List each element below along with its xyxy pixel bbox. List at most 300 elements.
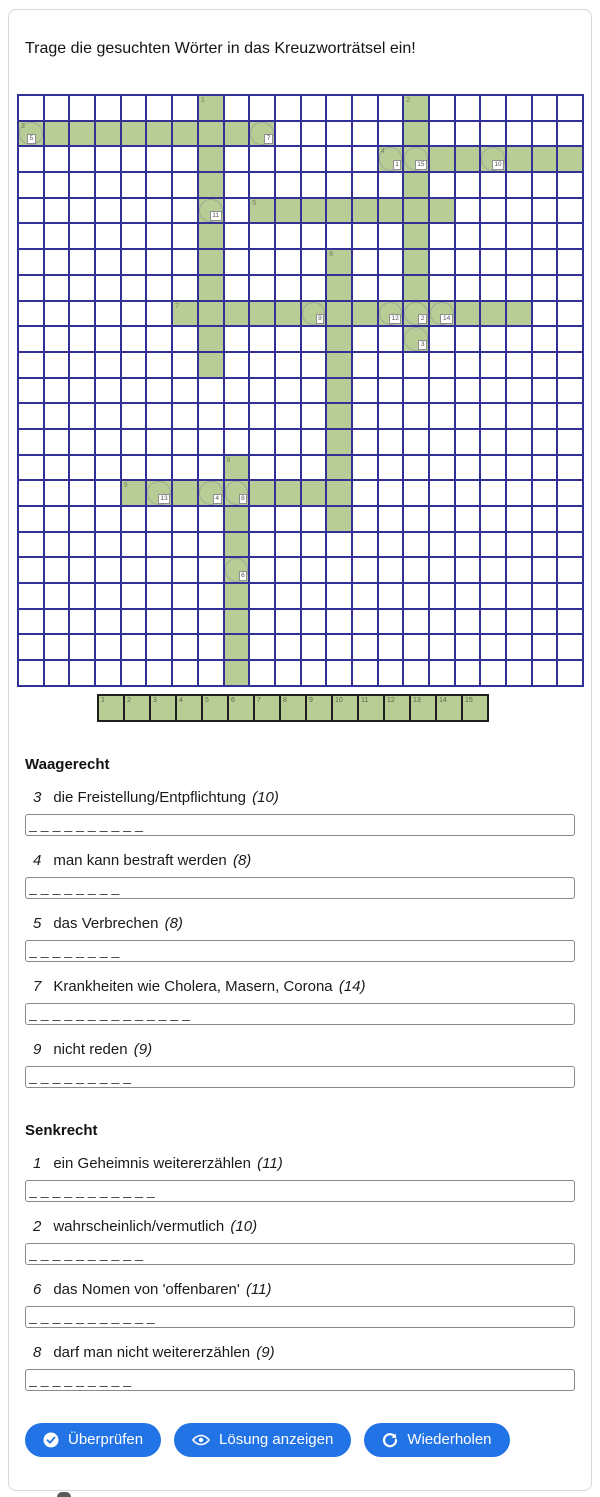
blocked-cell [70,147,94,171]
blocked-cell [250,353,274,377]
solution-strip-cell [151,696,175,720]
blocked-cell [45,302,69,326]
clue-text-body: wahrscheinlich/vermutlich [53,1217,225,1235]
answer-cell[interactable] [404,173,428,197]
blocked-cell [533,661,557,685]
answer-cell[interactable] [250,481,274,505]
blocked-cell [533,276,557,300]
blocked-cell [250,147,274,171]
blocked-cell [147,250,171,274]
blocked-cell [430,327,454,351]
answer-cell[interactable] [276,481,300,505]
blocked-cell [122,353,146,377]
answer-cell[interactable] [122,122,146,146]
blocked-cell [430,404,454,428]
answer-cell[interactable] [147,481,171,505]
solution-badge: 4 [213,494,222,504]
blocked-cell [70,250,94,274]
check-button[interactable] [25,1423,161,1457]
answer-cell[interactable] [327,302,351,326]
blocked-cell [481,507,505,531]
blocked-cell [45,533,69,557]
blocked-cell [353,456,377,480]
blocked-cell [379,250,403,274]
blocked-cell [404,456,428,480]
answer-cell[interactable] [404,147,428,171]
blocked-cell [481,379,505,403]
blocked-cell [199,404,223,428]
blocked-cell [250,250,274,274]
blocked-cell [276,610,300,634]
answer-cell[interactable] [199,250,223,274]
blocked-cell [430,635,454,659]
solution-strip-cell [255,696,279,720]
answer-cell[interactable] [199,122,223,146]
answer-input[interactable] [25,814,575,836]
blocked-cell [353,276,377,300]
blocked-cell [70,96,94,120]
blocked-cell [276,96,300,120]
blocked-cell [173,661,197,685]
answer-input[interactable] [25,1066,575,1088]
blocked-cell [379,379,403,403]
solution-strip-number: 4 [179,696,183,704]
answer-cell[interactable] [430,199,454,223]
blocked-cell [353,147,377,171]
answer-cell[interactable] [225,584,249,608]
blocked-cell [481,430,505,454]
blocked-cell [456,199,480,223]
answer-cell[interactable] [404,96,428,120]
clue-line [25,978,575,995]
blocked-cell [302,456,326,480]
answer-cell[interactable] [173,481,197,505]
blocked-cell [353,584,377,608]
blocked-cell [302,430,326,454]
answer-cell[interactable] [225,610,249,634]
answer-cell[interactable] [225,481,249,505]
answer-cell[interactable] [481,302,505,326]
check-circle-icon [43,1432,59,1448]
clue-letter-count: (9) [133,1040,153,1058]
answer-cell[interactable] [404,327,428,351]
answer-cell[interactable] [404,276,428,300]
blocked-cell [507,250,531,274]
blocked-cell [147,302,171,326]
show-solution-button-label: Lösung anzeigen [219,1431,334,1449]
solution-badge: 3 [418,340,427,350]
answer-cell[interactable] [199,147,223,171]
solution-badge: 11 [210,211,222,221]
blocked-cell [533,481,557,505]
blocked-cell [456,558,480,582]
answer-cell[interactable] [404,250,428,274]
answer-cell[interactable] [225,661,249,685]
blocked-cell [379,635,403,659]
blocked-cell [302,610,326,634]
answer-cell[interactable] [199,481,223,505]
blocked-cell [379,533,403,557]
blocked-cell [225,379,249,403]
blocked-cell [19,584,43,608]
answer-cell[interactable] [225,507,249,531]
blocked-cell [558,558,582,582]
clue-text-body: das Verbrechen [53,914,159,932]
blocked-cell [302,558,326,582]
answer-cell[interactable] [327,404,351,428]
answer-cell[interactable] [379,199,403,223]
blocked-cell [45,635,69,659]
answer-cell[interactable] [302,302,326,326]
blocked-cell [430,122,454,146]
blocked-cell [96,558,120,582]
clue-text [53,915,183,932]
blocked-cell [122,635,146,659]
blocked-cell [96,481,120,505]
blocked-cell [45,276,69,300]
answer-cell[interactable] [481,147,505,171]
answer-input[interactable] [25,1243,575,1265]
solution-strip-number: 7 [257,696,261,704]
blocked-cell [379,96,403,120]
blocked-cell [404,533,428,557]
answer-cell[interactable] [507,147,531,171]
answer-cell[interactable] [147,122,171,146]
answer-cell[interactable] [173,122,197,146]
clue-item [25,1041,575,1088]
clue-text-body: das Nomen von 'offenbaren' [53,1280,240,1298]
blocked-cell [353,173,377,197]
blocked-cell [456,173,480,197]
blocked-cell [147,327,171,351]
clue-text-body: Krankheiten wie Cholera, Masern, Corona [53,977,333,995]
blocked-cell [327,533,351,557]
blocked-cell [199,507,223,531]
solution-strip-cell [307,696,331,720]
answer-input[interactable] [25,940,575,962]
repeat-button[interactable] [364,1423,509,1457]
blocked-cell [276,430,300,454]
blocked-cell [276,635,300,659]
blocked-cell [96,173,120,197]
answer-cell[interactable] [225,558,249,582]
blocked-cell [404,404,428,428]
blocked-cell [456,96,480,120]
solution-strip-cell [125,696,149,720]
blocked-cell [404,379,428,403]
clue-line [25,1155,575,1172]
blocked-cell [353,610,377,634]
answer-cell[interactable] [404,224,428,248]
clue-number: 6 [33,1280,42,1298]
answer-cell[interactable] [327,276,351,300]
answer-input[interactable] [25,877,575,899]
blocked-cell [404,353,428,377]
blocked-cell [122,276,146,300]
blocked-cell [45,507,69,531]
blocked-cell [456,224,480,248]
blocked-cell [173,96,197,120]
blocked-cell [147,558,171,582]
answer-cell[interactable] [379,147,403,171]
blocked-cell [533,302,557,326]
solution-strip-number: 3 [153,696,157,704]
answer-cell[interactable] [276,199,300,223]
blocked-cell [507,404,531,428]
answer-cell[interactable] [456,302,480,326]
blocked-cell [558,173,582,197]
cell-clue-number: 7 [175,302,180,310]
clue-section-down [25,1122,575,1391]
blocked-cell [19,610,43,634]
cell-clue-number: 8 [226,456,231,464]
blocked-cell [70,610,94,634]
solution-strip-number: 2 [127,696,131,704]
answer-cell[interactable] [45,122,69,146]
blocked-cell [302,404,326,428]
button-row [25,1423,575,1457]
blocked-cell [456,276,480,300]
answer-input[interactable] [25,1369,575,1391]
answer-cell[interactable] [199,276,223,300]
blocked-cell [19,481,43,505]
clue-item [25,789,575,836]
blocked-cell [404,610,428,634]
answer-cell[interactable] [558,147,582,171]
answer-cell[interactable] [404,122,428,146]
answer-cell[interactable] [327,250,351,274]
blocked-cell [507,635,531,659]
solution-strip-cell [177,696,201,720]
blocked-cell [481,610,505,634]
blocked-cell [558,507,582,531]
answer-cell[interactable] [199,199,223,223]
blocked-cell [533,353,557,377]
blocked-cell [533,507,557,531]
blocked-cell [250,173,274,197]
blocked-cell [96,147,120,171]
blocked-cell [302,224,326,248]
answer-input[interactable] [25,1306,575,1328]
answer-cell[interactable] [353,302,377,326]
answer-cell[interactable] [327,430,351,454]
blocked-cell [276,276,300,300]
blocked-cell [147,584,171,608]
answer-cell[interactable] [327,507,351,531]
blocked-cell [456,353,480,377]
clue-letter-count: (10) [230,1217,258,1235]
blocked-cell [456,404,480,428]
answer-input[interactable] [25,1180,575,1202]
redo-icon [382,1432,398,1448]
blocked-cell [173,224,197,248]
cell-clue-number: 9 [123,482,128,490]
blocked-cell [507,430,531,454]
answer-cell[interactable] [199,302,223,326]
answer-cell[interactable] [70,122,94,146]
blocked-cell [45,661,69,685]
blocked-cell [122,379,146,403]
blocked-cell [276,224,300,248]
blocked-cell [122,558,146,582]
solution-badge: 6 [239,571,248,581]
blocked-cell [173,199,197,223]
blocked-cell [250,96,274,120]
answer-cell[interactable] [302,481,326,505]
solution-strip-cell [437,696,461,720]
blocked-cell [122,96,146,120]
blocked-cell [70,430,94,454]
blocked-cell [430,661,454,685]
answer-cell[interactable] [199,327,223,351]
blocked-cell [147,635,171,659]
blocked-cell [558,481,582,505]
clue-item [25,915,575,962]
blocked-cell [456,327,480,351]
clue-text-body: ein Geheimnis weitererzählen [53,1154,251,1172]
blocked-cell [481,224,505,248]
blocked-cell [70,379,94,403]
blocked-cell [147,199,171,223]
blocked-cell [122,147,146,171]
answer-cell[interactable] [353,199,377,223]
show-solution-button[interactable] [174,1423,351,1457]
answer-cell[interactable] [302,199,326,223]
solution-strip-number: 9 [309,696,313,704]
blocked-cell [19,250,43,274]
answer-cell[interactable] [456,147,480,171]
cell-clue-number: 3 [21,122,25,130]
blocked-cell [45,456,69,480]
clue-text [53,978,365,995]
answer-cell[interactable] [507,302,531,326]
blocked-cell [302,507,326,531]
blocked-cell [96,224,120,248]
blocked-cell [173,635,197,659]
clue-text [53,852,251,869]
answer-cell[interactable] [327,379,351,403]
blocked-cell [250,430,274,454]
blocked-cell [199,661,223,685]
answer-cell[interactable] [430,302,454,326]
blocked-cell [533,224,557,248]
blocked-cell [507,173,531,197]
blocked-cell [379,353,403,377]
answer-cell[interactable] [173,302,197,326]
solution-strip-number: 11 [361,696,369,704]
blocked-cell [379,404,403,428]
solution-strip-cell [99,696,123,720]
answer-cell[interactable] [533,147,557,171]
clue-line [25,1041,575,1058]
answer-cell[interactable] [122,481,146,505]
answer-cell[interactable] [327,456,351,480]
answer-cell[interactable] [19,122,43,146]
clue-text [53,1344,274,1361]
blocked-cell [507,353,531,377]
answer-cell[interactable] [199,353,223,377]
clue-text-body: man kann bestraft werden [53,851,227,869]
blocked-cell [19,456,43,480]
blocked-cell [379,430,403,454]
answer-input[interactable] [25,1003,575,1025]
blocked-cell [481,584,505,608]
clue-line [25,1218,575,1235]
blocked-cell [353,122,377,146]
answer-cell[interactable] [225,302,249,326]
answer-cell[interactable] [379,302,403,326]
answer-cell[interactable] [250,199,274,223]
answer-cell[interactable] [404,302,428,326]
blocked-cell [456,481,480,505]
blocked-cell [70,507,94,531]
clue-text [53,789,278,806]
answer-cell[interactable] [199,224,223,248]
blocked-cell [250,276,274,300]
blocked-cell [481,635,505,659]
blocked-cell [147,224,171,248]
blocked-cell [173,507,197,531]
blocked-cell [19,404,43,428]
answer-cell[interactable] [250,302,274,326]
answer-cell[interactable] [250,122,274,146]
blocked-cell [430,610,454,634]
blocked-cell [19,558,43,582]
blocked-cell [276,327,300,351]
solution-strip-number: 5 [205,696,209,704]
blocked-cell [353,327,377,351]
blocked-cell [379,661,403,685]
blocked-cell [250,379,274,403]
answer-cell[interactable] [327,481,351,505]
answer-cell[interactable] [199,173,223,197]
blocked-cell [379,456,403,480]
answer-cell[interactable] [404,199,428,223]
blocked-cell [173,558,197,582]
blocked-cell [533,199,557,223]
blocked-cell [70,276,94,300]
blocked-cell [96,96,120,120]
blocked-cell [19,635,43,659]
answer-cell[interactable] [276,302,300,326]
blocked-cell [173,327,197,351]
blocked-cell [45,430,69,454]
answer-cell[interactable] [225,533,249,557]
answer-cell[interactable] [96,122,120,146]
answer-cell[interactable] [430,147,454,171]
answer-cell[interactable] [225,456,249,480]
blocked-cell [404,584,428,608]
blocked-cell [481,122,505,146]
answer-cell[interactable] [327,199,351,223]
blocked-cell [302,584,326,608]
answer-cell[interactable] [327,327,351,351]
cell-clue-number: 1 [200,97,205,104]
blocked-cell [430,584,454,608]
answer-cell[interactable] [327,353,351,377]
blocked-cell [96,276,120,300]
blocked-cell [507,533,531,557]
answer-cell[interactable] [225,635,249,659]
blocked-cell [19,276,43,300]
blocked-cell [96,379,120,403]
blocked-cell [199,584,223,608]
answer-cell[interactable] [199,96,223,120]
clue-item [25,1155,575,1202]
blocked-cell [225,250,249,274]
answer-cell[interactable] [225,122,249,146]
solution-strip-number: 8 [283,696,287,704]
